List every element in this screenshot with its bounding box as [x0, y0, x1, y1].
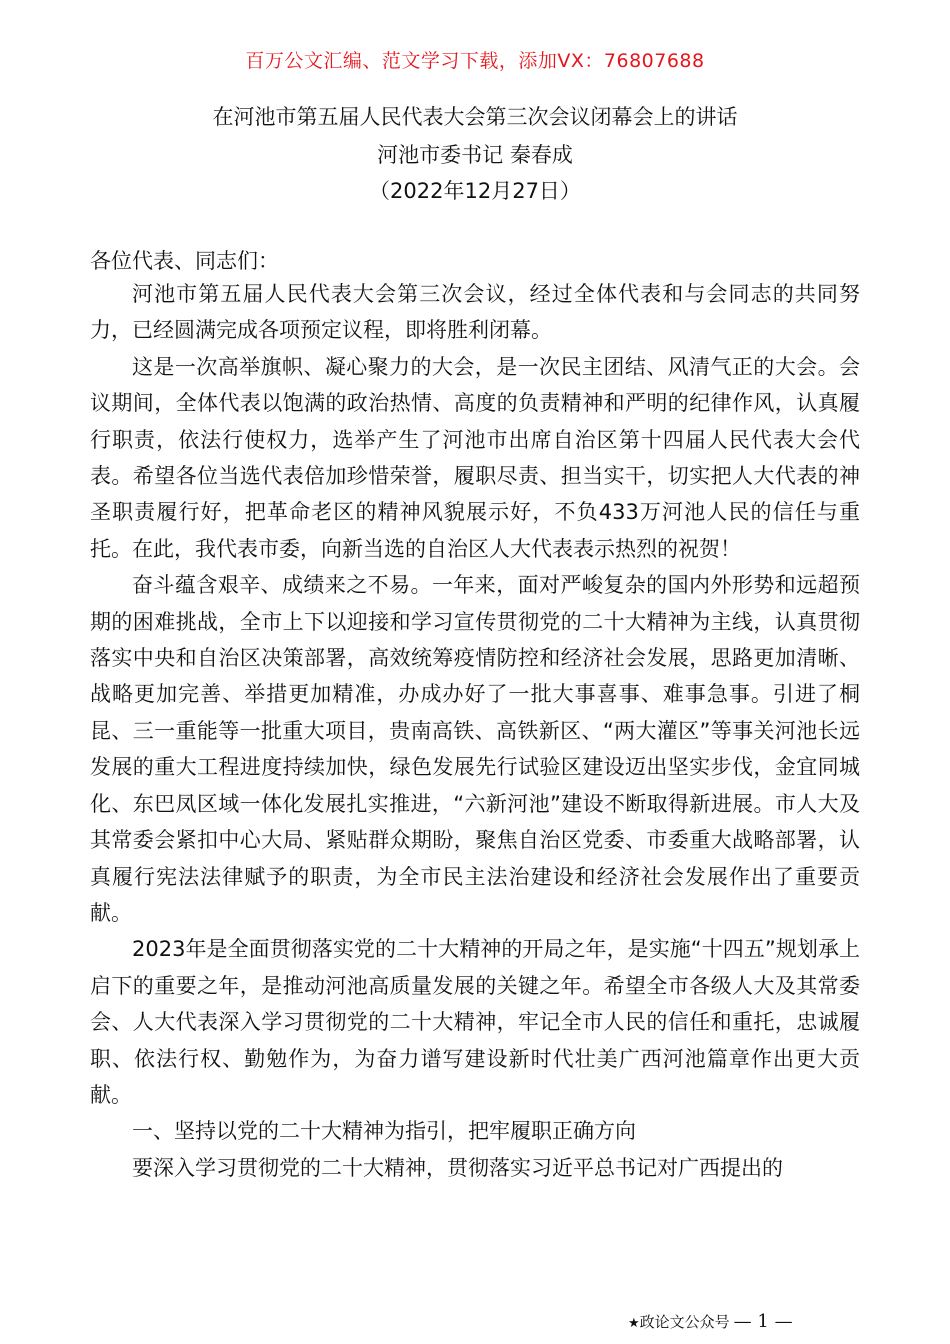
salutation: 各位代表、同志们： — [90, 249, 279, 273]
section-heading-1: 一、坚持以党的二十大精神为指引，把牢履职正确方向 — [132, 1119, 636, 1144]
watermark-banner: 百万公文汇编、范文学习下载，添加VX：76807688 — [245, 50, 705, 72]
page-footer — [628, 1311, 878, 1332]
paragraph-3: 奋斗蕴含艰辛、成绩来之不易。一年来，面对严峻复杂的国内外形势和远超预期的困难挑战，全市上下以迎接和学习宣传贯彻党的二十大精神为主线，认真贯彻落实中央和自治区决策部署，高效统筹疫情防控和经济社会发展，思路更加清晰、战略更加完善、举措更加精准，办成办好了一批大事喜事、难事急事。引进了桐昆、三一重能等一批重大项目，贵南高铁、高铁新区、“两大灌区”等事关河池长远发展的重大工程进度持续加快，绿色发展先行试验区建设迈出坚实步伐，金宜同城化、东巴凤区域一体化发展扎实推进，“六新河池”建设不断取得新进展。市人大及其常委会紧扣中心大局、紧贴群众期盼，聚焦自治区党委、市委重大战略部署，认真履行宪法法律赋予的职责，为全市民主法治建设和经济社会发展作出了重要贡献。 — [90, 573, 860, 925]
speech-date: （2022年12月27日） — [369, 179, 581, 203]
speech-author: 河池市委书记 秦春成 — [377, 143, 573, 167]
speech-title: 在河池市第五届人民代表大会第三次会议闭幕会上的讲话 — [212, 105, 738, 129]
page-number: — 1 — — [733, 1311, 793, 1332]
paragraph-5: 要深入学习贯彻党的二十大精神，贯彻落实习近平总书记对广西提出的 — [132, 1155, 783, 1180]
paragraph-2: 这是一次高举旗帜、凝心聚力的大会，是一次民主团结、风清气正的大会。会议期间，全体代表以饱满的政治热情、高度的负责精神和严明的纪律作风，认真履行职责，依法行使权力，选举产生了河池市出席自治区第十四届人民代表大会代表。希望各位当选代表倍加珍惜荣誉，履职尽责、担当实干，切实把人大代表的神圣职责履行好，把革命老区的精神风貌展示好，不负433万河池人民的信任与重托。在此，我代表市委，向新当选的自治区人大代表表示热烈的祝贺！ — [90, 354, 860, 561]
paragraph-1: 河池市第五届人民代表大会第三次会议，经过全体代表和与会同志的共同努力，已经圆满完成各项预定议程，即将胜利闭幕。 — [90, 282, 860, 343]
paragraph-4: 2023年是全面贯彻落实党的二十大精神的开局之年，是实施“十四五”规划承上启下的重要之年，是推动河池高质量发展的关键之年。希望全市各级人大及其常委会、人大代表深入学习贯彻党的二十大精神，牢记全市人民的信任和重托，忠诚履职、依法行权、勤勉作为，为奋力谱写建设新时代壮美广西河池篇章作出更大贡献。 — [90, 937, 860, 1107]
footer-source: 政论文公众号 — [639, 1313, 730, 1331]
speech-body — [90, 276, 860, 1186]
star-icon: ★ — [628, 1316, 640, 1331]
